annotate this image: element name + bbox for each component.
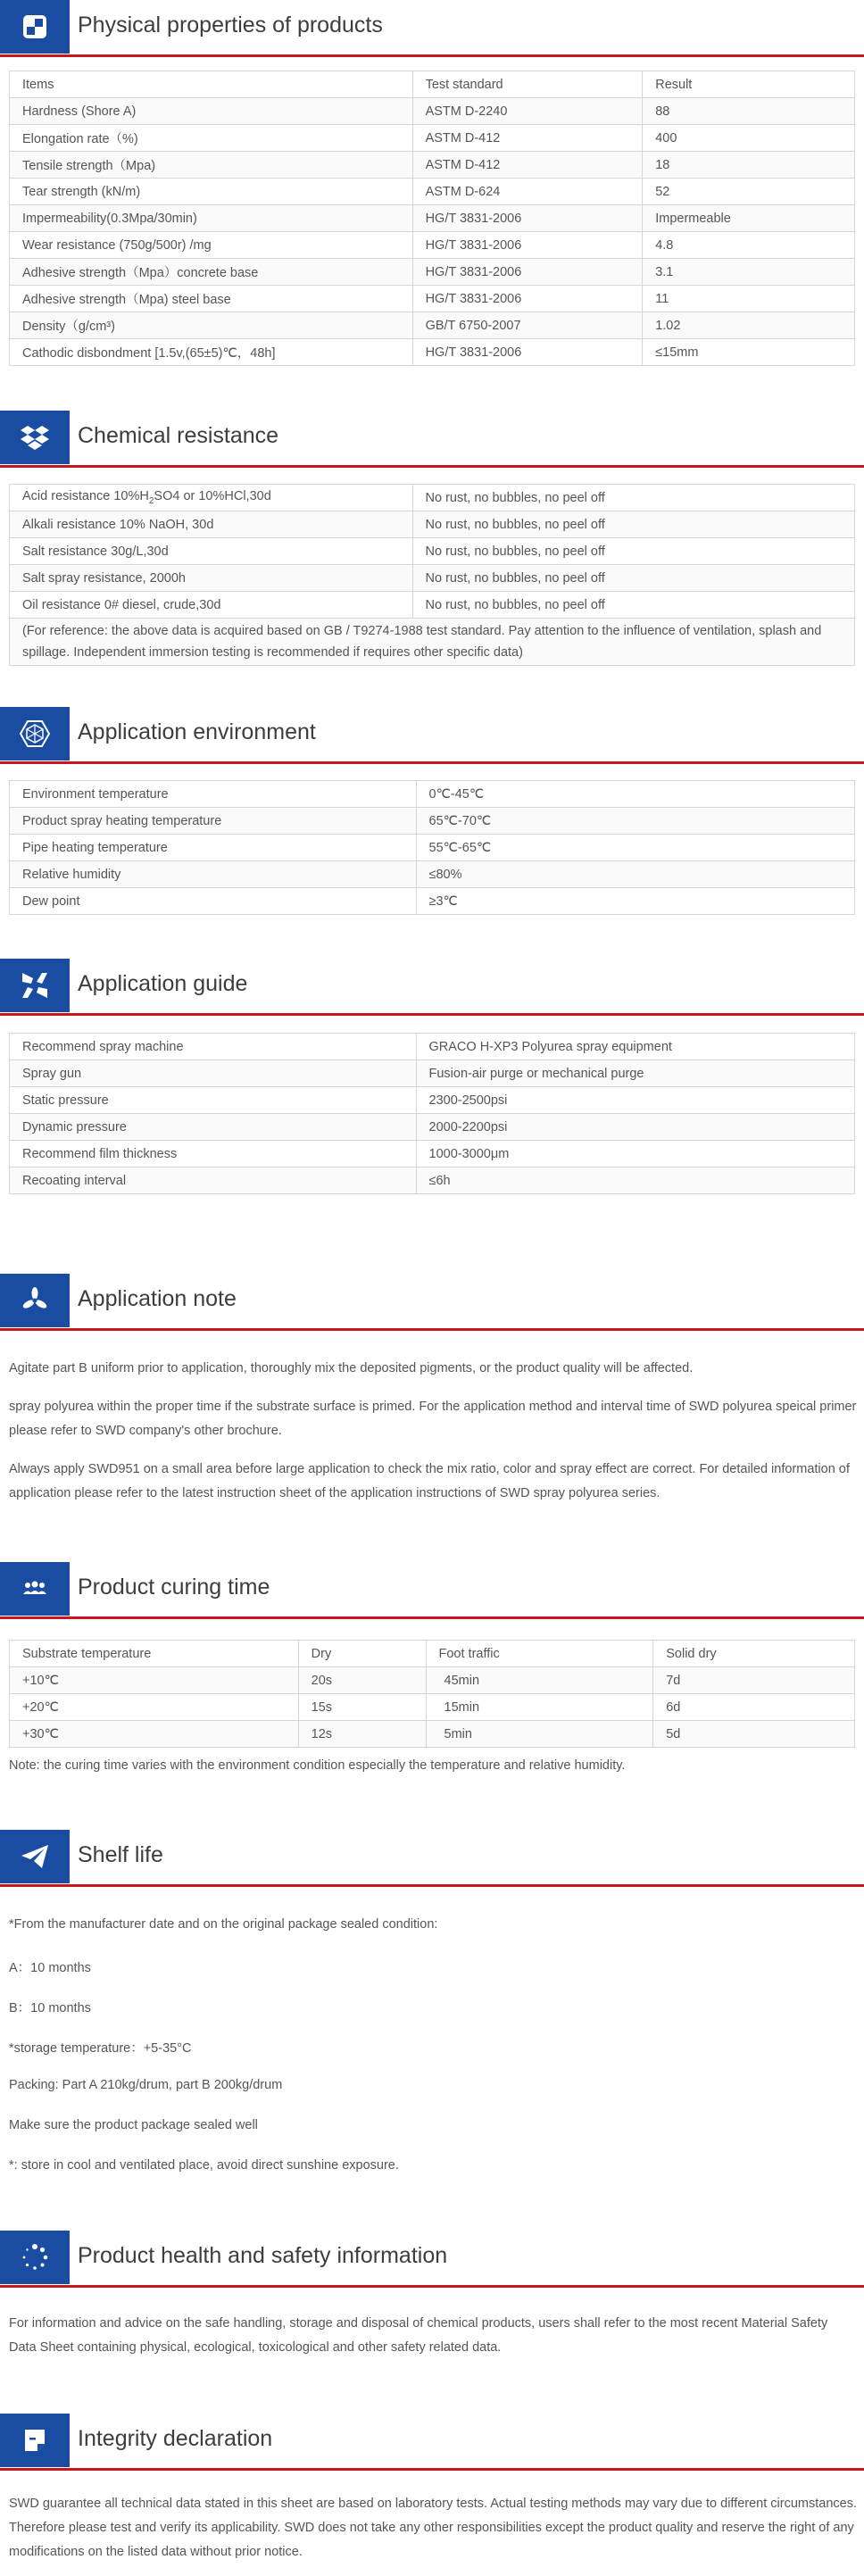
cell: 0℃-45℃: [416, 781, 854, 808]
shelf-line: *storage temperature：+5-35°C: [9, 2041, 192, 2056]
cell: 3.1: [643, 259, 855, 286]
section-title: Product curing time: [78, 1575, 270, 1600]
cell: 52: [643, 179, 855, 205]
environment-header: [0, 707, 864, 764]
table-row: [10, 538, 855, 565]
document-icon: [0, 2414, 70, 2467]
curing-section: [0, 1562, 864, 1619]
cell: Salt resistance 30g/L,30d: [10, 538, 413, 565]
header-cell: Items: [10, 71, 413, 98]
hexagon-icon: [0, 707, 70, 760]
section-title: Integrity declaration: [78, 2426, 273, 2451]
cell: HG/T 3831-2006: [412, 286, 643, 312]
cell: 65℃-70℃: [416, 808, 854, 835]
table-row: [10, 565, 855, 592]
cell: HG/T 3831-2006: [412, 205, 643, 232]
cell: 2300-2500psi: [416, 1087, 854, 1114]
cell: 6d: [653, 1694, 855, 1721]
table-row: [10, 485, 855, 511]
cell: 7d: [653, 1667, 855, 1694]
cell: Oil resistance 0# diesel, crude,30d: [10, 592, 413, 619]
physical-section: [0, 0, 864, 57]
note-paragraph-3: Always apply SWD951 on a small area before large application to check the mix ratio, color and spray effect are correct. For detailed information of application please refer to the latest instruction sheet of the application instructions of SWD spray polyurea series.: [9, 1462, 850, 1500]
physical-header: [0, 0, 864, 57]
cell: Hardness (Shore A): [10, 98, 413, 125]
integrity-section: [0, 2414, 864, 2471]
cell: Alkali resistance 10% NaOH, 30d: [10, 511, 413, 538]
cell: Spray gun: [10, 1060, 417, 1087]
cell: +20℃: [10, 1694, 299, 1721]
cell: 400: [643, 125, 855, 152]
integrity-header: [0, 2414, 864, 2471]
table-row: [10, 312, 855, 339]
cell: +10℃: [10, 1667, 299, 1694]
section-title: Application note: [78, 1286, 237, 1311]
section-title: Chemical resistance: [78, 423, 279, 448]
table-row: [10, 1060, 855, 1087]
table-row: [10, 232, 855, 259]
table-row: [10, 861, 855, 888]
table-header-row: [10, 71, 855, 98]
cell: 5d: [653, 1721, 855, 1748]
people-icon: [0, 1562, 70, 1616]
cell: 11: [643, 286, 855, 312]
pinwheel-icon: [0, 1274, 70, 1327]
chemical-section: [0, 411, 864, 468]
dots-ring-icon: [0, 2231, 70, 2284]
cell: No rust, no bubbles, no peel off: [412, 485, 854, 511]
header-cell: Dry: [298, 1641, 426, 1667]
cell: Salt spray resistance, 2000h: [10, 565, 413, 592]
section-title: Shelf life: [78, 1842, 163, 1867]
cell: 2000-2200psi: [416, 1114, 854, 1141]
table-row: [10, 152, 855, 179]
table-row: [10, 511, 855, 538]
cell: HG/T 3831-2006: [412, 339, 643, 366]
header-cell: Foot traffic: [426, 1641, 653, 1667]
table-row: [10, 286, 855, 312]
cell: Recoating interval: [10, 1168, 417, 1194]
shelf-line: Make sure the product package sealed well: [9, 2118, 258, 2132]
section-title: Product health and safety information: [78, 2243, 448, 2268]
cell: 55℃-65℃: [416, 835, 854, 861]
chemical-table: [9, 484, 855, 666]
table-row: [10, 592, 855, 619]
table-row: [10, 888, 855, 915]
cell: ASTM D-412: [412, 152, 643, 179]
table-row: [10, 259, 855, 286]
table-row: [10, 205, 855, 232]
environment-section: [0, 707, 864, 764]
cell: [10, 485, 413, 511]
cell: ASTM D-412: [412, 125, 643, 152]
section-title: Application environment: [78, 719, 316, 744]
cell: 18: [643, 152, 855, 179]
cell: No rust, no bubbles, no peel off: [412, 511, 854, 538]
cell: Elongation rate（%): [10, 125, 413, 152]
section-title: Application guide: [78, 971, 248, 996]
table-row: [10, 1114, 855, 1141]
table-header-row: [10, 1641, 855, 1667]
table-row: [10, 179, 855, 205]
table-row: [10, 808, 855, 835]
header-cell: Result: [643, 71, 855, 98]
cell: 12s: [298, 1721, 426, 1748]
cell: ≤15mm: [643, 339, 855, 366]
curing-note: Note: the curing time varies with the environment condition especially the temperature and relative humidity.: [9, 1758, 626, 1773]
shelf-line: B：10 months: [9, 2001, 91, 2015]
table-row: [10, 125, 855, 152]
cell: ≥3℃: [416, 888, 854, 915]
header-cell: Substrate temperature: [10, 1641, 299, 1667]
cell: Adhesive strength（Mpa）concrete base: [10, 259, 413, 286]
note-paragraph-2: spray polyurea within the proper time if the substrate surface is primed. For the application method and interval time of SWD polyurea speical primer please refer to SWD company's other brochure.: [9, 1400, 857, 1438]
table-row: [10, 1721, 855, 1748]
cell: Tensile strength（Mpa): [10, 152, 413, 179]
cell: Static pressure: [10, 1087, 417, 1114]
safety-section: [0, 2231, 864, 2288]
cell: 15s: [298, 1694, 426, 1721]
curing-table: [9, 1640, 855, 1748]
cell: Pipe heating temperature: [10, 835, 417, 861]
table-row: [10, 781, 855, 808]
fold-icon: [0, 959, 70, 1012]
table-row: [10, 1667, 855, 1694]
cell: ASTM D-2240: [412, 98, 643, 125]
guide-header: [0, 959, 864, 1016]
section-title: Physical properties of products: [78, 12, 383, 37]
cell: HG/T 3831-2006: [412, 259, 643, 286]
note-paragraph-1: Agitate part B uniform prior to application, thoroughly mix the deposited pigments, or the product quality will be affected.: [9, 1361, 694, 1375]
cell: 4.8: [643, 232, 855, 259]
cell: Recommend spray machine: [10, 1034, 417, 1060]
shelf-line: *: store in cool and ventilated place, avoid direct sunshine exposure.: [9, 2158, 399, 2173]
cell: Tear strength (kN/m): [10, 179, 413, 205]
cell: Environment temperature: [10, 781, 417, 808]
chemical-header: [0, 411, 864, 468]
environment-table: [9, 780, 855, 915]
table-row: [10, 1694, 855, 1721]
cell: ≤80%: [416, 861, 854, 888]
shelf-header: [0, 1830, 864, 1887]
guide-table: [9, 1033, 855, 1194]
header-cell: Solid dry: [653, 1641, 855, 1667]
table-row: [10, 339, 855, 366]
cell: ASTM D-624: [412, 179, 643, 205]
cell: 5min: [426, 1721, 653, 1748]
cell: 20s: [298, 1667, 426, 1694]
acid-subscript: 2: [148, 495, 154, 506]
table-row: [10, 1034, 855, 1060]
note-section: [0, 1274, 864, 1331]
cell: 88: [643, 98, 855, 125]
cell: Recommend film thickness: [10, 1141, 417, 1168]
physical-table: [9, 71, 855, 366]
cell: ≤6h: [416, 1168, 854, 1194]
header-cell: Test standard: [412, 71, 643, 98]
acid-label-rest: SO4 or 10%HCl,30d: [154, 489, 271, 504]
cell: HG/T 3831-2006: [412, 232, 643, 259]
cell: No rust, no bubbles, no peel off: [412, 538, 854, 565]
cell: Wear resistance (750g/500r) /mg: [10, 232, 413, 259]
cell: Cathodic disbondment [1.5v,(65±5)℃，48h]: [10, 339, 413, 366]
cell: Density（g/cm³): [10, 312, 413, 339]
cell: No rust, no bubbles, no peel off: [412, 592, 854, 619]
cell: 45min: [426, 1667, 653, 1694]
note-header: [0, 1274, 864, 1331]
cell: Impermeable: [643, 205, 855, 232]
integrity-text: SWD guarantee all technical data stated in this sheet are based on laboratory tests. Actual testing methods may vary due to different circumstances. Therefore please test and verify its applicability. SWD does not take any other responsibilities except the product quality and reserve the right of any modifications on the listed data without prior notice.: [9, 2497, 857, 2559]
cell: Impermeability(0.3Mpa/30min): [10, 205, 413, 232]
cell: Dynamic pressure: [10, 1114, 417, 1141]
dropbox-icon: [0, 411, 70, 464]
shelf-section: [0, 1830, 864, 1887]
table-row: [10, 1087, 855, 1114]
cell: GRACO H-XP3 Polyurea spray equipment: [416, 1034, 854, 1060]
guide-section: [0, 959, 864, 1016]
cell: GB/T 6750-2007: [412, 312, 643, 339]
shelf-line: Packing: Part A 210kg/drum, part B 200kg/drum: [9, 2078, 283, 2092]
acid-label: Acid resistance 10%H: [22, 489, 149, 504]
table-row: [10, 619, 855, 666]
cell: 15min: [426, 1694, 653, 1721]
grid-icon: [0, 0, 70, 54]
cell: +30℃: [10, 1721, 299, 1748]
cell: Product spray heating temperature: [10, 808, 417, 835]
cell: Adhesive strength（Mpa) steel base: [10, 286, 413, 312]
safety-header: [0, 2231, 864, 2288]
table-row: [10, 835, 855, 861]
paper-plane-icon: [0, 1830, 70, 1883]
safety-text: For information and advice on the safe handling, storage and disposal of chemical products, users shall refer to the most recent Material Safety Data Sheet containing physical, ecological, toxicological and other safety related data.: [9, 2316, 828, 2355]
cell: 1.02: [643, 312, 855, 339]
shelf-line: *From the manufacturer date and on the original package sealed condition:: [9, 1917, 438, 1932]
cell: Relative humidity: [10, 861, 417, 888]
cell: 1000-3000μm: [416, 1141, 854, 1168]
cell: No rust, no bubbles, no peel off: [412, 565, 854, 592]
reference-note: (For reference: the above data is acquired based on GB / T9274-1988 test standard. Pay attention to the influence of ventilation, splash and spillage. Independent immersion testing is recommended if requires other specific data): [10, 619, 855, 666]
shelf-line: A：10 months: [9, 1961, 91, 1975]
table-row: [10, 1141, 855, 1168]
cell: Dew point: [10, 888, 417, 915]
table-row: [10, 1168, 855, 1194]
curing-header: [0, 1562, 864, 1619]
table-row: [10, 98, 855, 125]
cell: Fusion-air purge or mechanical purge: [416, 1060, 854, 1087]
